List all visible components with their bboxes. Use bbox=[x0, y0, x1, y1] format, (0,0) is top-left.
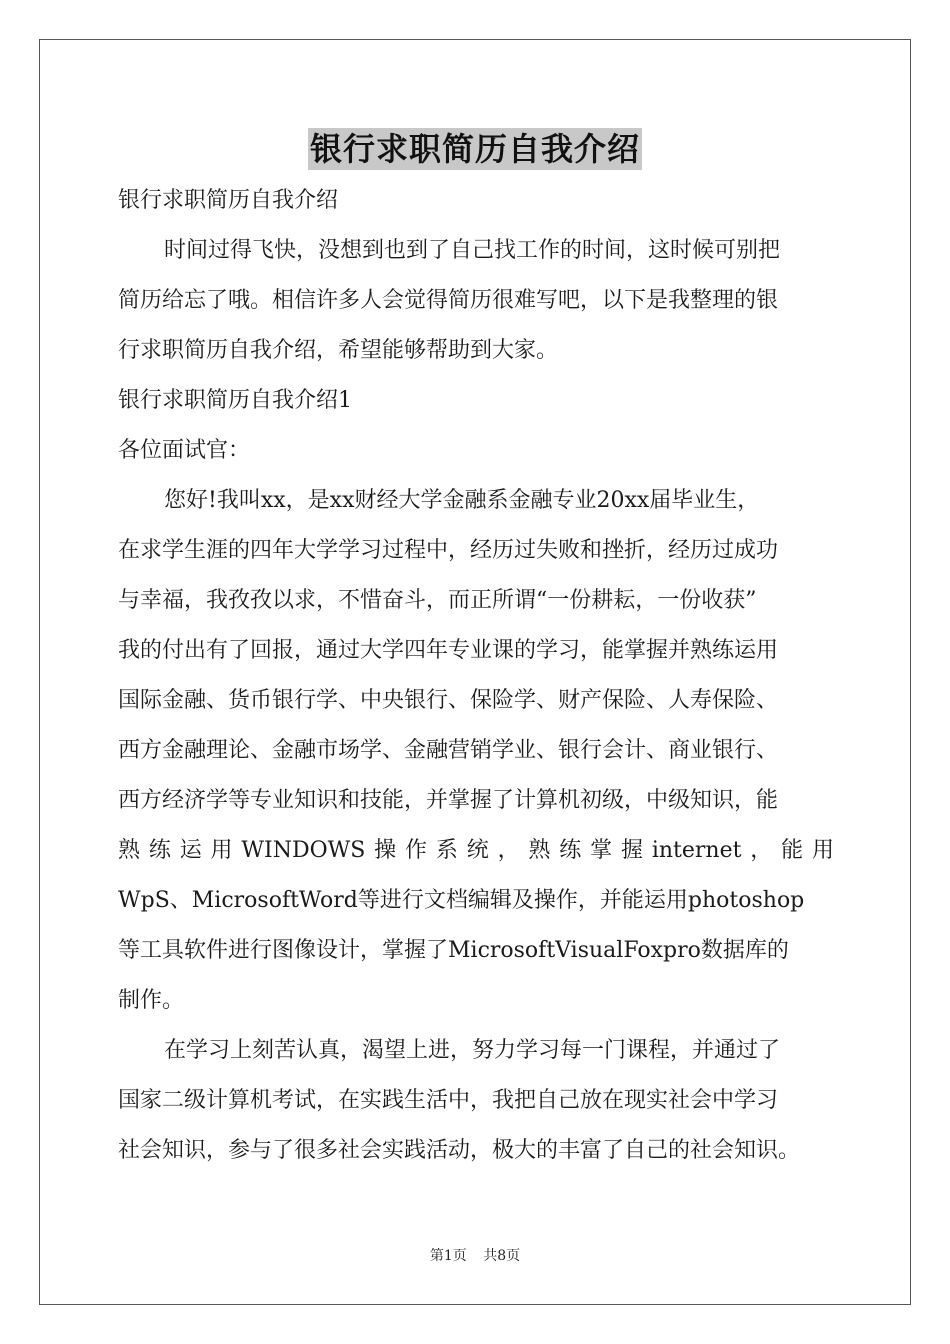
subtitle-line: 银行求职简历自我介绍 bbox=[118, 188, 339, 213]
paragraph-line: 熟练运用WINDOWS操作系统，熟练掌握internet，能用 bbox=[118, 838, 834, 863]
paragraph-line: 社会知识，参与了很多社会实践活动，极大的丰富了自己的社会知识。 bbox=[118, 1138, 801, 1163]
paragraph-line: 国家二级计算机考试，在实践生活中，我把自己放在现实社会中学习 bbox=[118, 1088, 779, 1113]
paragraph-line: 西方金融理论、金融市场学、金融营销学业、银行会计、商业银行、 bbox=[118, 738, 779, 763]
paragraph-line: 您好!我叫xx，是xx财经大学金融系金融专业20xx届毕业生， bbox=[164, 488, 760, 513]
paragraph-line: 制作。 bbox=[118, 988, 185, 1013]
paragraph-line: 在学习上刻苦认真，渴望上进，努力学习每一门课程，并通过了 bbox=[164, 1038, 781, 1063]
paragraph-line: 简历给忘了哦。相信许多人会觉得简历很难写吧，以下是我整理的银 bbox=[118, 288, 779, 313]
page-number: 第1页 bbox=[429, 1248, 467, 1264]
paragraph-line: 行求职简历自我介绍，希望能够帮助到大家。 bbox=[118, 338, 559, 363]
paragraph-line: 西方经济学等专业知识和技能，并掌握了计算机初级，中级知识，能 bbox=[118, 788, 779, 813]
section-heading: 银行求职简历自我介绍1 bbox=[118, 388, 352, 413]
paragraph-line: WpS、MicrosoftWord等进行文档编辑及操作，并能运用photoshop bbox=[118, 888, 805, 913]
document-title: 银行求职简历自我介绍 bbox=[309, 130, 640, 168]
greeting-line: 各位面试官： bbox=[118, 438, 251, 463]
paragraph-line: 与幸福，我孜孜以求，不惜奋斗，而正所谓“一份耕耘，一份收获” bbox=[118, 588, 757, 613]
paragraph-line: 我的付出有了回报，通过大学四年专业课的学习，能掌握并熟练运用 bbox=[118, 638, 779, 663]
paragraph-line: 时间过得飞快，没想到也到了自己找工作的时间，这时候可别把 bbox=[164, 238, 781, 263]
paragraph-line: 在求学生涯的四年大学学习过程中，经历过失败和挫折，经历过成功 bbox=[118, 538, 779, 563]
page-footer bbox=[0, 1246, 950, 1266]
paragraph-line: 等工具软件进行图像设计，掌握了MicrosoftVisualFoxpro数据库的 bbox=[118, 938, 789, 963]
title-container bbox=[0, 128, 950, 170]
paragraph-line: 国际金融、货币银行学、中央银行、保险学、财产保险、人寿保险、 bbox=[118, 688, 779, 713]
page-total: 共8页 bbox=[483, 1248, 521, 1264]
